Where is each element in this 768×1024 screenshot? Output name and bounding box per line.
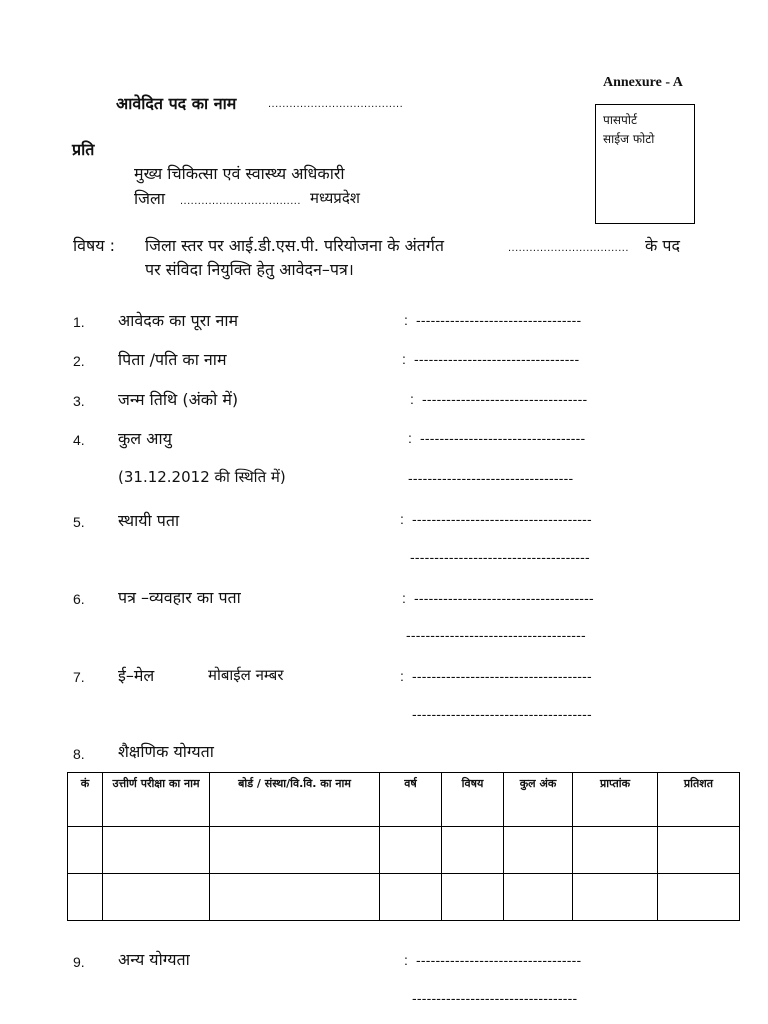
table-cell[interactable] — [68, 874, 103, 921]
table-cell[interactable] — [380, 874, 442, 921]
field-8-number: 8. — [73, 746, 85, 762]
field-1-number: 1. — [73, 314, 85, 330]
col-obtained-marks: प्राप्तांक — [573, 773, 658, 827]
col-subject: विषय — [442, 773, 504, 827]
field-4-number: 4. — [73, 432, 85, 448]
table-row — [68, 827, 740, 874]
field-5-number: 5. — [73, 514, 85, 530]
field-3-number: 3. — [73, 393, 85, 409]
table-cell[interactable] — [103, 874, 210, 921]
col-board: बोर्ड / संस्था/वि.वि. का नाम — [210, 773, 380, 827]
field-8-label: शैक्षणिक योग्यता — [118, 742, 214, 761]
field-2-sep: : — [402, 351, 406, 367]
field-4-blank[interactable]: ---------------------------------- — [420, 430, 586, 446]
table-cell[interactable] — [658, 874, 740, 921]
table-cell[interactable] — [103, 827, 210, 874]
table-cell[interactable] — [573, 874, 658, 921]
field-9-number: 9. — [73, 954, 85, 970]
field-3-sep: : — [410, 391, 414, 407]
table-cell[interactable] — [504, 874, 573, 921]
field-9-blank[interactable]: ---------------------------------- — [416, 952, 582, 968]
table-cell[interactable] — [658, 827, 740, 874]
field-3-label: जन्म तिथि (अंको में) — [118, 390, 239, 409]
field-7-blank-line2[interactable]: ------------------------------------- — [412, 706, 592, 722]
col-exam-name: उत्तीर्ण परीक्षा का नाम — [103, 773, 210, 827]
field-9-label: अन्य योग्यता — [118, 950, 190, 969]
table-cell[interactable] — [68, 827, 103, 874]
field-4-sep: : — [408, 430, 412, 446]
field-1-label: आवेदक का पूरा नाम — [118, 311, 239, 330]
subject-text: जिला स्तर पर आई.डी.एस.पी. परियोजना के अंतर्गत — [145, 236, 445, 255]
subject-line2: पर संविदा नियुक्ति हेतु आवेदन–पत्र। — [145, 260, 354, 279]
field-9-sep: : — [404, 952, 408, 968]
field-3-blank[interactable]: ---------------------------------- — [422, 391, 588, 407]
recipient-line1: मुख्य चिकित्सा एवं स्वास्थ्य अधिकारी — [134, 164, 345, 183]
age-reference-blank[interactable]: ---------------------------------- — [408, 470, 574, 486]
post-label: आवेदित पद का नाम — [116, 94, 237, 113]
table-cell[interactable] — [442, 874, 504, 921]
field-5-blank-line2[interactable]: ------------------------------------- — [410, 549, 590, 565]
subject-label: विषय : — [73, 236, 116, 255]
state-label: मध्यप्रदेश — [310, 189, 361, 207]
photo-label-line2: साईज फोटो — [603, 132, 655, 146]
field-2-blank[interactable]: ---------------------------------- — [414, 351, 580, 367]
table-cell[interactable] — [442, 827, 504, 874]
col-serial: कं — [68, 773, 103, 827]
table-row — [68, 874, 740, 921]
col-year: वर्ष — [380, 773, 442, 827]
col-percentage: प्रतिशत — [658, 773, 740, 827]
field-2-number: 2. — [73, 353, 85, 369]
field-6-sep: : — [402, 590, 406, 606]
to-label: प्रति — [72, 140, 95, 159]
field-1-blank[interactable]: ---------------------------------- — [416, 312, 582, 328]
photo-box — [595, 104, 695, 224]
post-blank[interactable]: ...................................... — [268, 98, 404, 110]
field-5-blank[interactable]: ------------------------------------- — [412, 511, 592, 527]
field-6-number: 6. — [73, 591, 85, 607]
table-cell[interactable] — [210, 874, 380, 921]
field-1-sep: : — [404, 312, 408, 328]
district-blank[interactable]: .................................. — [180, 195, 301, 207]
table-cell[interactable] — [380, 827, 442, 874]
table-cell[interactable] — [504, 827, 573, 874]
field-7-label-mobile: मोबाईल नम्बर — [208, 666, 284, 684]
field-7-number: 7. — [73, 669, 85, 685]
table-cell[interactable] — [210, 827, 380, 874]
field-2-label: पिता /पति का नाम — [118, 350, 227, 369]
field-6-blank[interactable]: ------------------------------------- — [414, 590, 594, 606]
subject-blank[interactable]: .................................. — [508, 242, 629, 254]
field-4-label: कुल आयु — [118, 429, 172, 448]
field-5-sep: : — [400, 511, 404, 527]
subject-post-suffix: के पद — [645, 236, 680, 255]
field-9-blank-line2[interactable]: ---------------------------------- — [412, 990, 578, 1006]
photo-label-line1: पासपोर्ट — [603, 113, 638, 127]
field-7-label-email: ई–मेल — [118, 666, 155, 685]
qualification-table — [67, 772, 740, 921]
col-total-marks: कुल अंक — [504, 773, 573, 827]
district-label: जिला — [134, 189, 166, 208]
field-6-blank-line2[interactable]: ------------------------------------- — [406, 627, 586, 643]
annexure-label: Annexure - A — [603, 75, 683, 90]
field-6-label: पत्र –व्यवहार का पता — [118, 588, 241, 607]
table-cell[interactable] — [573, 827, 658, 874]
age-reference-date: (31.12.2012 की स्थिति में) — [118, 468, 286, 486]
field-5-label: स्थायी पता — [118, 511, 180, 530]
field-7-blank[interactable]: ------------------------------------- — [412, 668, 592, 684]
field-7-sep: : — [400, 668, 404, 684]
table-header-row — [68, 773, 740, 827]
